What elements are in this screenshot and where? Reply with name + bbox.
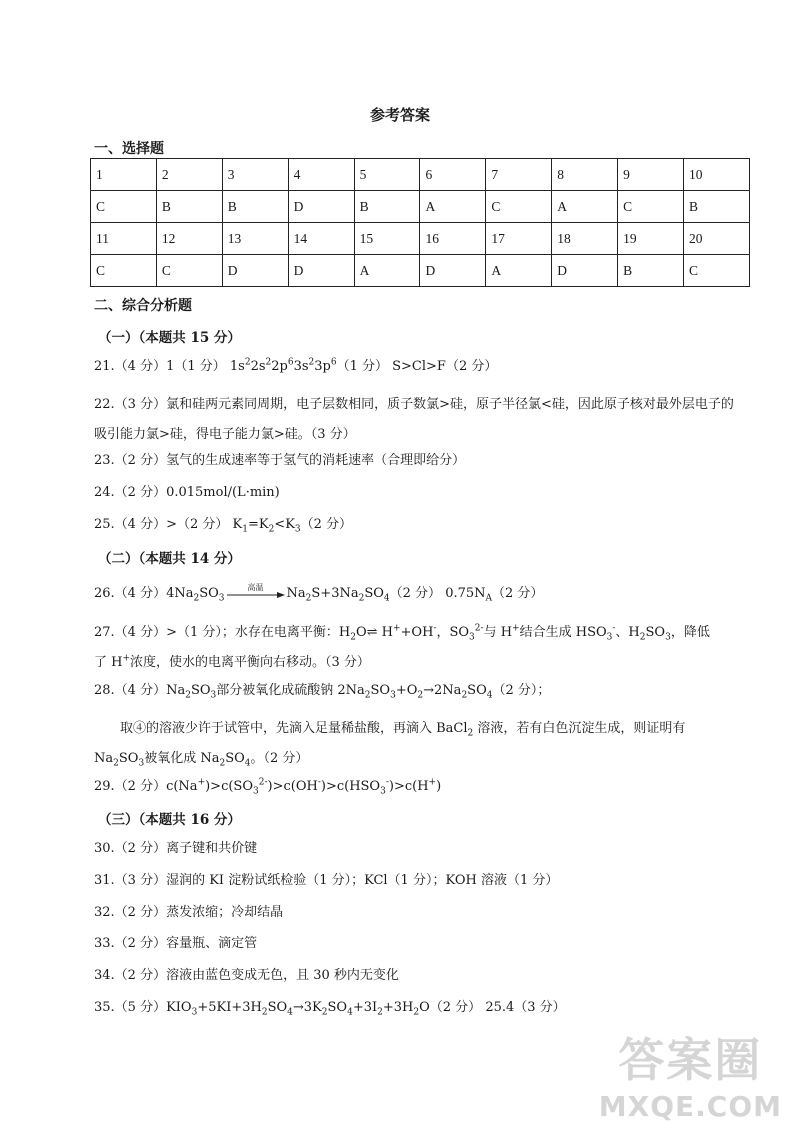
table-cell: D <box>288 191 354 223</box>
table-row <box>91 159 750 191</box>
answer-q22: 22.（3 分）氯和硅两元素同周期，电子层数相同，质子数氯>硅，原子半径氯<硅，因此原子核对最外层电子的吸引能力氯>硅，得电子能力氯>硅。（3 分） <box>94 397 734 442</box>
section-choice-heading: 一、选择题 <box>94 141 164 157</box>
answer-q28: 28.（4 分）$Na_2SO_3$部分被氧化成硫酸钠 $2Na_2SO_3+O_2\to 2Na_2SO_4(2$ 分）； <box>94 683 551 701</box>
table-cell: 8 <box>552 159 618 191</box>
part-two-heading: （二）（本题共 14 分） <box>98 551 241 567</box>
answer-q25: 25.（4 分）>（2 分） $K_1=K_2<K_3(2$ 分） <box>94 517 353 535</box>
table-cell: C <box>618 191 684 223</box>
answer-q26: 26.（4 分）$4Na_2SO_3$ 高温 $Na_2S+3Na_2SO_4(2$ 分） $0.75N_A(2$ 分） <box>94 582 544 604</box>
table-cell: 9 <box>618 159 684 191</box>
table-cell: 19 <box>618 223 684 255</box>
table-cell: D <box>288 255 354 287</box>
table-cell: 6 <box>420 159 486 191</box>
answer-q30: 30.（2 分）离子键和共价键 <box>94 841 258 856</box>
table-cell: 18 <box>552 223 618 255</box>
table-cell: 5 <box>354 159 420 191</box>
table-cell: 7 <box>486 159 552 191</box>
table-cell: D <box>222 255 288 287</box>
table-cell: 2 <box>156 159 222 191</box>
table-cell: 13 <box>222 223 288 255</box>
table-cell: 12 <box>156 223 222 255</box>
table-cell: A <box>486 255 552 287</box>
table-cell: C <box>91 255 157 287</box>
page-title: 参考答案 <box>369 106 430 124</box>
table-cell: A <box>552 191 618 223</box>
table-cell: 4 <box>288 159 354 191</box>
table-cell: B <box>222 191 288 223</box>
table-cell: A <box>354 255 420 287</box>
watermark-logo-text: 答案圈 <box>618 1033 763 1087</box>
answer-q28-procedure: 取④的溶液少许于试管中，先滴入足量稀盐酸，再滴入 BaCl$_2$ 溶液，若有白色沉淀生成，则证明有 $Na_2SO_3$被氧化成 $Na_2SO_4$。（2 分） <box>94 721 686 769</box>
table-cell: 14 <box>288 223 354 255</box>
answer-q33: 33.（2 分）容量瓶、滴定管 <box>94 936 258 951</box>
table-cell: A <box>420 191 486 223</box>
table-cell: 10 <box>684 159 750 191</box>
table-cell: D <box>552 255 618 287</box>
table-cell: 20 <box>684 223 750 255</box>
table-cell: C <box>91 191 157 223</box>
answer-q35: 35.（5 分）$KIO_3+5KI+3H_2SO_4\to 3K_2SO_4+3I_2+3H_2O(2$ 分） 25.4（3 分） <box>94 1000 566 1018</box>
table-row <box>91 223 750 255</box>
table-cell: B <box>156 191 222 223</box>
table-cell: C <box>486 191 552 223</box>
answer-q23: 23.（2 分）氢气的生成速率等于氢气的消耗速率（合理即给分） <box>94 453 466 468</box>
choice-answer-table <box>90 158 750 287</box>
table-cell: D <box>420 255 486 287</box>
site-watermark <box>599 1024 782 1123</box>
table-cell: B <box>354 191 420 223</box>
table-cell: 1 <box>91 159 157 191</box>
table-cell: C <box>684 255 750 287</box>
section-analysis-heading: 二、综合分析题 <box>94 298 192 314</box>
answer-q31: 31.（3 分）湿润的 KI 淀粉试纸检验（1 分）；KCl（1 分）；KOH 溶液（1 分） <box>94 873 559 888</box>
table-cell: C <box>156 255 222 287</box>
table-cell: 16 <box>420 223 486 255</box>
answer-q21: 21.（4 分）1（1 分） $1s^22s^22p^63s^23p^6(1$ 分） S>Cl>F（2 分） <box>94 357 498 374</box>
answer-q29: 29.（2 分）$c(Na^+)>c(SO_3^{2-})>c(OH^-)>c(HSO_3^-)>c(H^+)$ <box>94 777 442 797</box>
answer-q34: 34.（2 分）溶液由蓝色变成无色，且 30 秒内无变化 <box>94 968 399 983</box>
table-cell: B <box>684 191 750 223</box>
answer-q24: 24.（2 分）0.015mol/(L·min) <box>94 485 280 500</box>
table-cell: 17 <box>486 223 552 255</box>
table-row <box>91 191 750 223</box>
table-cell: 15 <box>354 223 420 255</box>
part-three-heading: （三）（本题共 16 分） <box>98 812 241 828</box>
table-cell: 11 <box>91 223 157 255</box>
reaction-arrow-icon: 高温 <box>227 587 285 601</box>
answer-q27: 27.（4 分）>（1 分）；水存在电离平衡：$H_2O\rightleftharpoons$ H++OH-，$SO_3^{2-}$与 H+结合生成 $HSO_3^-$、$H_2SO_3$，降低 了 H+浓度，使水的电离平衡向右移动。（3 分） <box>94 623 710 670</box>
table-cell: 3 <box>222 159 288 191</box>
watermark-url: MXQE.COM <box>598 1090 782 1123</box>
table-cell: B <box>618 255 684 287</box>
part-one-heading: （一）（本题共 15 分） <box>98 330 241 346</box>
answer-q32: 32.（2 分）蒸发浓缩；冷却结晶 <box>94 905 284 920</box>
table-row <box>91 255 750 287</box>
